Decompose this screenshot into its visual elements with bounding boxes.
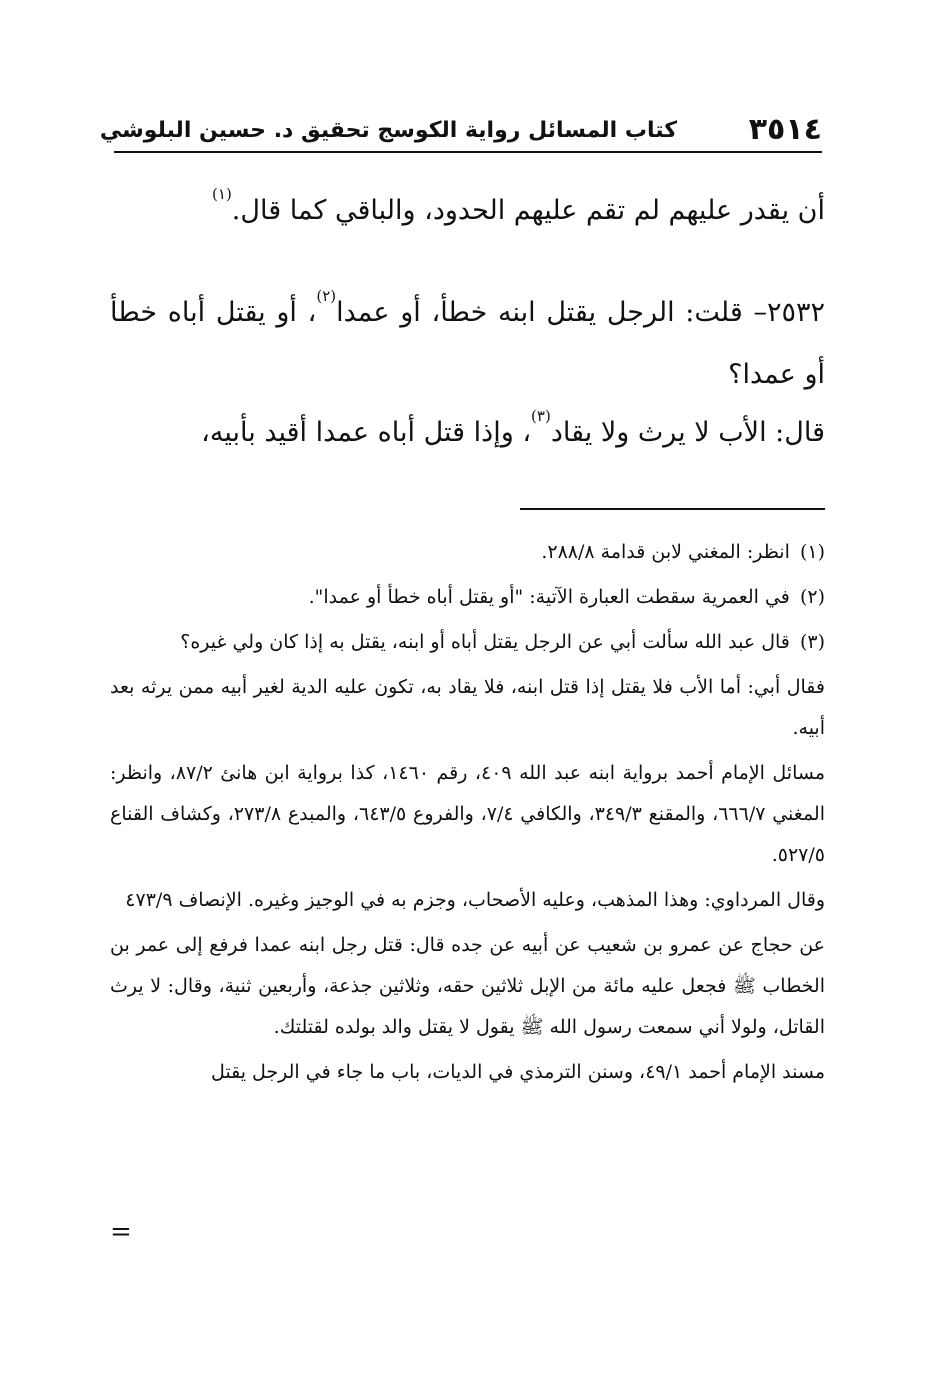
footnote-ref-2: (٢)	[316, 287, 337, 305]
footnotes	[110, 532, 825, 1097]
footnote-ref-1: (١)	[212, 185, 232, 203]
footnote-2	[110, 577, 825, 618]
footnote-divider	[520, 508, 825, 510]
footnote-mark: (٣)	[799, 631, 825, 653]
page-header	[99, 112, 822, 152]
header-divider	[114, 151, 822, 153]
page-number: ٣٥١٤	[748, 112, 822, 147]
footnote-1	[110, 532, 825, 573]
answer-text-a: قال: الأب لا يرث ولا يقاد	[550, 417, 825, 448]
footnote-text: قال عبد الله سألت أبي عن الرجل يقتل أباه أو ابنه، يقتل به إذا كان ولي غيره؟	[180, 631, 790, 653]
body-line-1-text: أن يقدر عليهم لم تقم عليهم الحدود، والباقي كما قال.	[231, 195, 825, 226]
footnote-3-paragraph: وقال المرداوي: وهذا المذهب، وعليه الأصحاب، وجزم به في الوجيز وغيره. الإنصاف ٤٧٣/٩	[125, 889, 825, 911]
question-paragraph	[110, 282, 825, 406]
footnote-ref-3: (٣)	[531, 407, 551, 425]
question-text-b: ، أو يقتل أباه خطأ أو عمدا؟	[110, 297, 825, 390]
footnote-3-paragraph: فقال أبي: أما الأب فلا يقتل إذا قتل ابنه، فلا يقاد به، تكون عليه الدية لغير أبيه ممن يرثه بعد أبيه.	[110, 676, 825, 739]
running-title: كتاب المسائل رواية الكوسج تحقيق د. حسين البلوشي	[99, 118, 677, 143]
question-text-a: قلت: الرجل يقتل ابنه خطأ، أو عمدا	[336, 297, 743, 328]
answer-paragraph	[110, 402, 825, 464]
footnote-text: في العمرية سقطت العبارة الآتية: "أو يقتل أباه خطأ أو عمدا".	[308, 586, 790, 608]
answer-text-b: ، وإذا قتل أباه عمدا أقيد بأبيه،	[201, 417, 532, 448]
footnote-mark: (٢)	[799, 586, 825, 608]
question-number: ٢٥٣٢–	[753, 297, 825, 328]
footnote-text: انظر: المغني لابن قدامة ٢٨٨/٨.	[541, 541, 790, 563]
continuation-mark: =	[110, 1217, 132, 1247]
footnote-mark: (١)	[799, 541, 825, 563]
footnote-3	[110, 622, 825, 663]
footnote-3-paragraph: مسند الإمام أحمد ٤٩/١، وسنن الترمذي في الديات، باب ما جاء في الرجل يقتل	[210, 1061, 825, 1083]
footnote-3-paragraph: مسائل الإمام أحمد برواية ابنه عبد الله ٤٠٩، رقم ١٤٦٠، كذا برواية ابن هانئ ٨٧/٢، وانظر: المغني ٦٦٦/٧، والمقنع ٣٤٩/٣، والكافي ٧/٤، والفروع ٦٤٣/٥، والمبدع ٢٧٣/٨، وكشاف القناع ٥٢٧/٥.	[110, 762, 825, 866]
body-line-1	[110, 180, 825, 242]
footnote-3-paragraph: عن حجاج عن عمرو بن شعيب عن أبيه عن جده قال: قتل رجل ابنه عمدا فرفع إلى عمر بن الخطاب ﷺ فجعل عليه مائة من الإبل ثلاثين حقه، وثلاثين جذعة، وأربعين ثنية، وقال: لا يرث القاتل، ولولا أني سمعت رسول الله ﷺ يقول لا يقتل والد بولده لقتلتك.	[110, 934, 825, 1038]
